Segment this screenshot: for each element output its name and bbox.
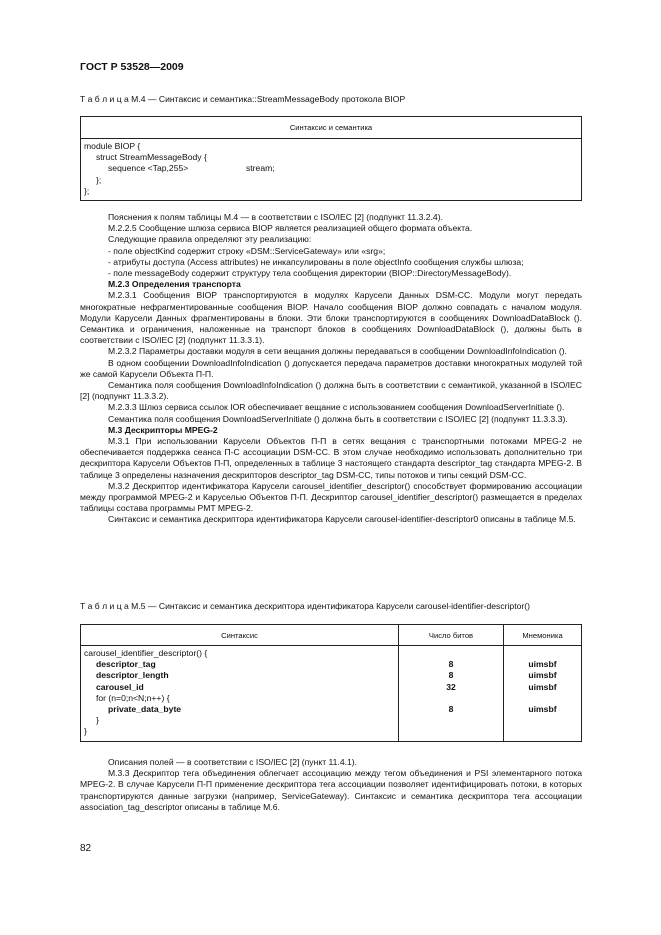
paragraph: М.2.2.5 Сообщение шлюза сервиса BIOP является реализацией общего формата объекта. (108, 223, 473, 234)
mnemonic-value (507, 648, 578, 659)
mnemonic-value (507, 693, 578, 704)
code-line: sequence <Tap,255> stream; (108, 163, 275, 174)
document-header: ГОСТ Р 53528—2009 (80, 61, 184, 73)
mnemonic-value: uimsbf (528, 659, 557, 670)
body-text-2 (80, 757, 582, 813)
paragraph: М.2.3.3 Шлюз сервиса ссылок IOR обеспечивает вещание с использованием сообщения DownloadServerInitiate (). (108, 402, 565, 413)
table-m5-bits-cell (399, 646, 504, 742)
code-line: descriptor_tag (96, 659, 156, 670)
bits-value: 32 (446, 681, 456, 692)
code-line: for (n=0;n<N;n++) { (96, 692, 170, 703)
table-m5-header-mnemonic: Мнемоника (504, 625, 582, 646)
body-text-1 (80, 212, 582, 526)
mnemonic-value: uimsbf (528, 670, 557, 681)
code-line: }; (96, 174, 102, 185)
list-item: - поле objectKind содержит строку «DSM::ServiceGateway» или «srg»; (108, 245, 386, 256)
table-m5-header-bits: Число битов (399, 625, 504, 646)
table-m4 (80, 116, 582, 201)
paragraph: Семантика поля сообщения DownloadServerInitiate () должна быть в соответствии с ISO/IEC [2] (подпункт 11.3.3.3). (108, 413, 568, 424)
paragraph: М.2.3.1 Сообщения BIOP транспортируются в модулях Карусели Данных DSM-CC. Модули могут передать многократные нефрагментированные сообщения BIOP. Начало сообщения BIOP должно совпадать с началом модуля. Модули Карусели Данных фрагментированы в блоки. Эти блоки транспортируются в сообщениях DownloadDataBlock (). Семантика и ограничения, наложенные на транспорт блоков в сообщениях DownloadDataBlock (), должны быть в соответствии с ISO/IEC [2] (подпункт 11.3.3.1). (80, 290, 582, 346)
bits-value: 8 (448, 670, 454, 681)
code-line: descriptor_length (96, 670, 169, 681)
table-m4-code (81, 139, 582, 201)
code-line: module BIOP { (84, 141, 141, 151)
paragraph: Описания полей — в соответствии с ISO/IEC [2] (пункт 11.4.1). (108, 757, 358, 767)
bits-value (402, 648, 500, 659)
table-m5-mnemonic-cell (504, 646, 582, 742)
paragraph: М.3.1 При использовании Карусели Объектов П-П в сетях вещания с транспортными потоками MPEG-2 не обеспечивается поддержка сеанса П-С ассоциации DSM-CC. В этом случае необходимо использовать дополнительно три дескриптора Карусели Объектов П-П, определенных в таблице 3 настоящего стандарта descriptor_tag стандарта MPEG-2. В таблице 3 определены назначения дескрипторов descriptor_tag DSM-CC, типы потоков и типы секций DSM-CC. (80, 436, 582, 480)
mnemonic-value: uimsbf (528, 681, 557, 692)
section-heading: М.3 Дескрипторы MPEG-2 (108, 424, 218, 435)
paragraph: В одном сообщении DownloadInfoIndication () допускается передача параметров доставки многократных модулей той же самой Карусели Объекта П-П. (80, 357, 582, 379)
code-line: private_data_byte (108, 704, 182, 715)
code-line: carousel_id (96, 681, 144, 692)
code-line: struct StreamMessageBody { (96, 152, 207, 163)
code-line: } (96, 715, 99, 726)
bits-value: 8 (448, 704, 454, 715)
section-heading: М.2.3 Определения транспорта (108, 279, 241, 290)
bits-value: 8 (448, 659, 454, 670)
page-number: 82 (80, 843, 92, 854)
table-m4-caption: Т а б л и ц а М.4 — Синтаксис и семантика::StreamMessageBody протокола BIOP (80, 94, 406, 104)
paragraph: Синтаксис и семантика дескриптора идентификатора Карусели carousel-identifier-descriptor0 описаны в таблице М.5. (108, 514, 576, 525)
bits-value (402, 693, 500, 704)
paragraph: Семантика поля сообщения DownloadInfoIndication () должна быть в соответствии с семантикой, указанной в ISO/IEC [2] (подпункт 11.3.3.2). (80, 380, 582, 402)
paragraph: Следующие правила определяют эту реализацию: (108, 234, 312, 245)
table-m4-header: Синтаксис и семантика (81, 117, 582, 139)
table-m5-caption: Т а б л и ц а М.5 — Синтаксис и семантика дескриптора идентификатора Карусели carousel-identifier-descriptor() (80, 601, 530, 611)
paragraph: М.3.3 Дескриптор тега объединения облегчает ассоциацию между тегом объединения и PSI элементарного потока MPEG-2. В случае Карусели П-П применение дескриптора тега ассоциации позволяет идентифицировать потоки, в которых транспортируются данные загрузки (например, ServiceGateway). Синтаксис и семантика дескриптора тега ассоциации association_tag_descriptor описаны в таблице М.6. (80, 768, 582, 812)
table-m5-syntax-cell (81, 646, 399, 742)
table-m5-header-syntax: Синтаксис (81, 625, 399, 646)
mnemonic-value: uimsbf (528, 704, 557, 715)
paragraph: М.3.2 Дескриптор идентификатора Карусели carousel_identifier_descriptor() способствует формированию ассоциации между программой MPEG-2 и Каруселью Объектов П-П. Дескриптор carousel_identifier_descriptor() размещается в пределах таблицы состава программы PMT MPEG-2. (80, 480, 582, 514)
code-line: } (84, 726, 87, 737)
table-m5 (80, 624, 582, 742)
code-line: carousel_identifier_descriptor() { (84, 648, 208, 658)
list-item: - атрибуты доступа (Access attributes) не инкапсулированы в поле objectInfo сообщения службы шлюза; (108, 256, 524, 267)
code-line: }; (84, 185, 90, 196)
list-item: - поле messageBody содержит структуру тела сообщения директории (BIOP::DirectoryMessageBody). (108, 268, 512, 279)
paragraph: Пояснения к полям таблицы М.4 — в соответствии с ISO/IEC [2] (подпункт 11.3.2.4). (108, 212, 443, 222)
paragraph: М.2.3.2 Параметры доставки модуля в сети вещания должны передаваться в сообщении DownloadInfoIndication (). (108, 346, 567, 357)
